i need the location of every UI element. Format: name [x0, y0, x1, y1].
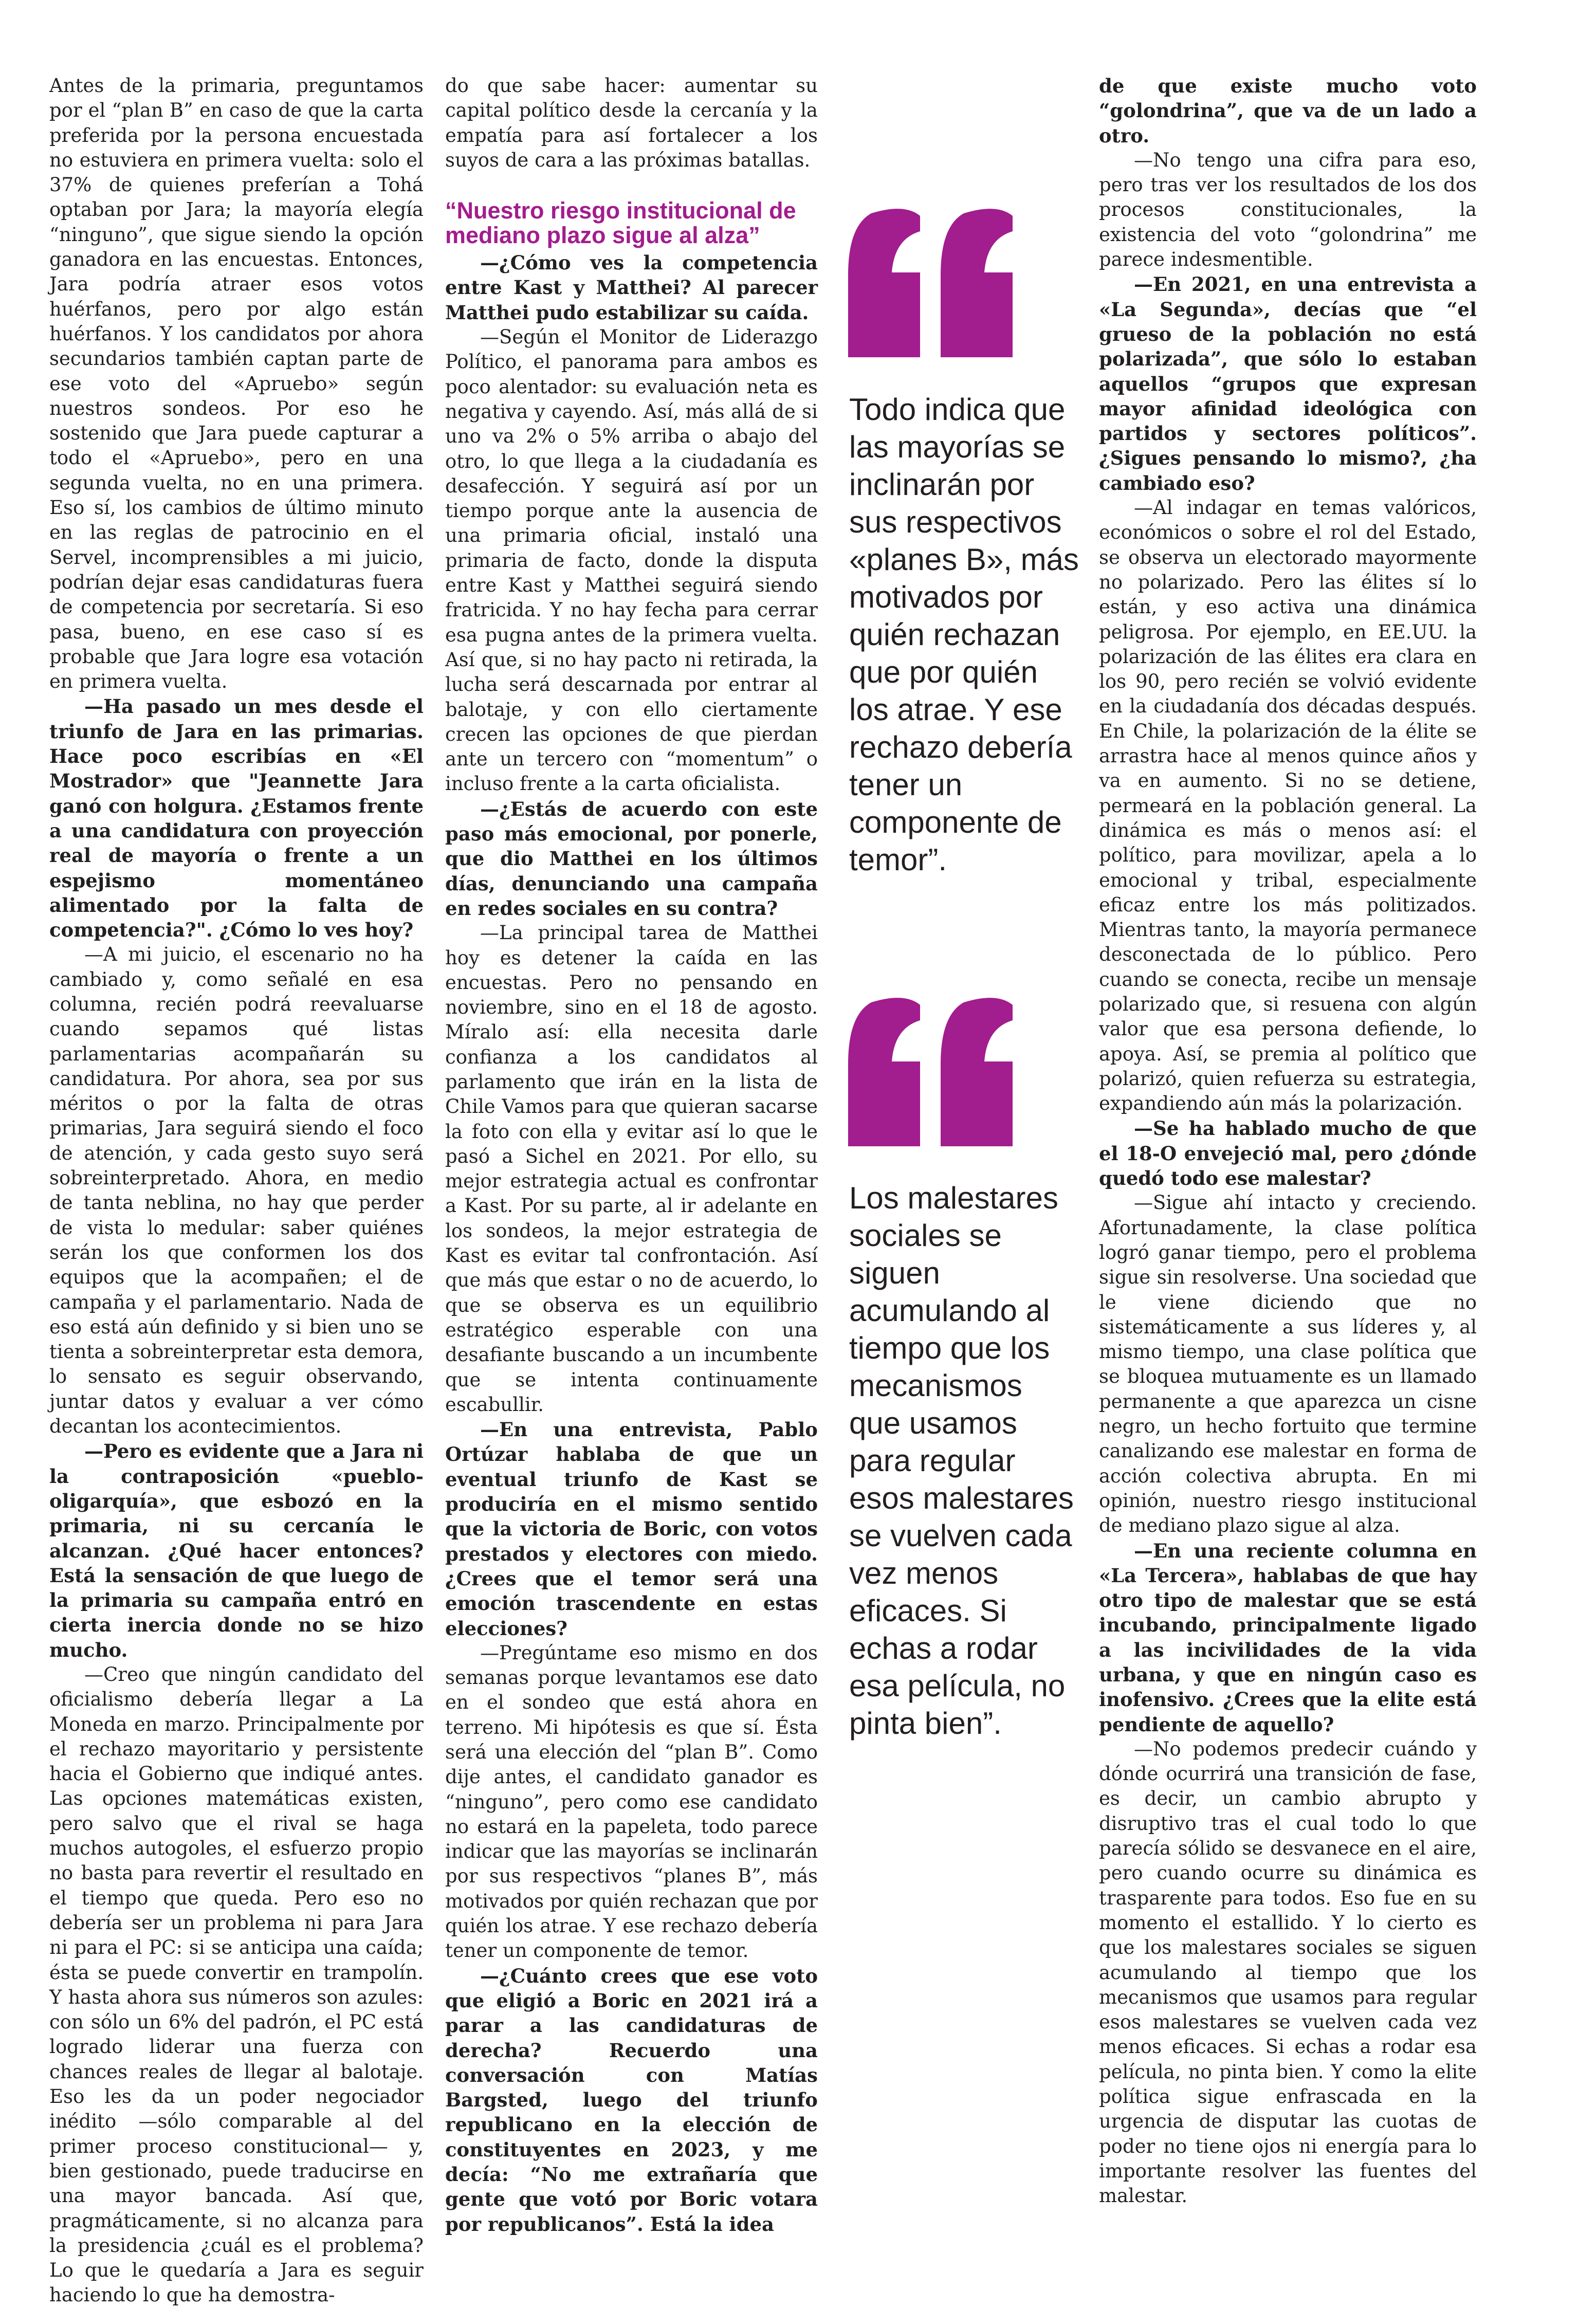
interview-question: —En una reciente columna en «La Tercera», hablabas de que hay otro tipo de malestar que se está incubando, principalmente ligado a las incivilidades de la vida urbana, y que en ningún caso es inofensivo. ¿Crees que la elite está pendiente de aquello?	[1099, 1539, 1477, 1736]
body-paragraph: Antes de la primaria, preguntamos por el “plan B” en caso de que la carta preferida por la persona encuestada no estuviera en primera vuelta: solo el 37% de quienes preferían a Tohá optaban por Jara; la mayoría elegía “ninguno”, que sigue siendo la opción ganadora en las encuestas. Entonces, Jara podría atraer esos votos huérfanos, pero por algo están huérfanos. Y los candidatos por ahora secundarios también captan parte de ese voto del «Apruebo» según nuestros sondeos. Por eso he sostenido que Jara puede capturar a todo el «Apruebo», pero en una segunda vuelta, no en una primera. Eso sí, los cambios de último minuto en las reglas de patrocinio en el Servel, incomprensibles a mi juicio, podrían dejar esas candidaturas fuera de competencia por secretaría. Si eso pasa, bueno, en ese caso sí es probable que Jara logre esa votación en primera vuelta.	[49, 75, 424, 693]
article-column-4	[1099, 74, 1477, 2207]
interview-question: —Se ha hablado mucho de que el 18-O envejeció mal, pero ¿dónde quedó todo ese malestar?	[1099, 1117, 1477, 1190]
interview-question: —En una entrevista, Pablo Ortúzar hablaba de que un eventual triunfo de Kast se produciría en el mismo sentido que la victoria de Boric, con votos prestados y electores con miedo. ¿Crees que el temor será una emoción trascendente en estas elecciones?	[445, 1418, 818, 1640]
interview-answer: —Creo que ningún candidato del oficialismo debería llegar a La Moneda en marzo. Principalmente por el rechazo mayoritario y persistente hacia el Gobierno que indiqué antes. Las opciones matemáticas existen, pero salvo que el rival se haga muchos autogoles, el esfuerzo propio no basta para revertir el resultado en el tiempo que queda. Pero eso no debería ser un problema ni para Jara ni para el PC: si se anticipa una caída; ésta se puede convertir en trampolín. Y hasta ahora sus números son azules: con sólo un 6% del padrón, el PC está logrado liderar una fuerza con chances reales de llegar al balotaje. Eso les da un poder negociador inédito —sólo comparable al del primer proceso constitucional— y, bien gestionado, puede traducirse en una mayor bancada. Así que, pragmáticamente, si no alcanza para la presidencia ¿cuál es el problema? Lo que le quedaría a Jara es seguir haciendo lo que ha demostra-	[49, 1663, 424, 2306]
interview-question: —¿Cómo ves la competencia entre Kast y Matthei? Al parecer Matthei pudo estabilizar su caída.	[445, 251, 818, 324]
interview-answer: —Sigue ahí intacto y creciendo. Afortunadamente, la clase política logró ganar tiempo, pero el problema sigue sin resolverse. Una sociedad que le viene diciendo que no sistemáticamente a sus líderes y, al mismo tiempo, una clase política que se bloquea mutuamente es un llamado permanente a que aparezca un cisne negro, un hecho fortuito que termine canalizando ese malestar en forma de acción colectiva abrupta. En mi opinión, nuestro riesgo institucional de mediano plazo sigue al alza.	[1099, 1192, 1477, 1537]
quote-mark-icon	[843, 203, 1028, 362]
quote-mark-right	[941, 209, 1013, 357]
pull-quote: Todo indica que las mayorías se inclinarán por sus respectivos «planes B», más motivados por quién rechazan que por quién los atrae. Y ese rechazo debería tener un componente de temor”.	[849, 392, 1079, 877]
interview-question: de que existe mucho voto “golondrina”, que va de un lado a otro.	[1099, 75, 1477, 147]
interview-answer: —La principal tarea de Matthei hoy es detener la caída en las encuestas. Pero no pensando en noviembre, sino en el 18 de agosto. Míralo así: ella necesita darle confianza a los candidatos al parlamento que irán en la lista de Chile Vamos para que quieran sacarse la foto con ella y evitar así lo que le pasó a Sichel en 2021. Por ello, su mejor estrategia actual es confrontar a Kast. Por su parte, al ir adelante en los sondeos, la mejor estrategia de Kast es evitar tal confrontación. Así que más que estar o no de acuerdo, lo que se observa es un equilibrio estratégico esperable con una desafiante buscando a un incumbente que se intenta continuamente escabullir.	[445, 922, 818, 1416]
quote-mark-icon	[843, 992, 1028, 1151]
body-paragraph: do que sabe hacer: aumentar su capital político desde la cercanía y la empatía para así fortalecer a los suyos de cara a las próximas batallas.	[445, 75, 818, 171]
interview-question: —En 2021, en una entrevista a «La Segunda», decías que “el grueso de la población no está polarizada”, que sólo lo estaban aquellos “grupos que expresan mayor afinidad ideológica con partidos y sectores políticos”. ¿Sigues pensando lo mismo?, ¿ha cambiado eso?	[1099, 273, 1477, 494]
interview-answer: —Según el Monitor de Liderazgo Político, el panorama para ambos es poco alentador: su evaluación neta es negativa y cayendo. Así, más allá de si uno va 2% o 5% arriba o abajo del otro, lo que llega a la ciudadanía es desafección. Y seguirá así por un tiempo porque ante la ausencia de una primaria oficial, instaló una primaria de facto, donde la disputa entre Kast y Matthei seguirá siendo fratricida. Y no hay fecha para cerrar esa pugna antes de la primera vuelta. Así que, si no hay pacto ni retirada, la lucha será descarnada por entrar al balotaje, y con ello ciertamente crecen las opciones de que pierdan ante un tercero con “momentum” o incluso frente a la carta oficialista.	[445, 326, 818, 795]
interview-question: —¿Cuánto crees que ese voto que eligió a Boric en 2021 irá a parar a las candidaturas de derecha? Recuerdo una conversación con Matías Bargsted, luego del triunfo republicano en la elección de constituyentes en 2023, y me decía: “No me extrañaría que gente que votó por Boric votara por republicanos”. Está la idea	[445, 1964, 818, 2236]
interview-answer: —No tengo una cifra para eso, pero tras ver los resultados de los dos procesos constitucionales, la existencia del voto “golondrina” me parece indesmentible.	[1099, 149, 1477, 271]
interview-question: —Pero es evidente que a Jara ni la contraposición «pueblo-oligarquía», que esbozó en la primaria, ni su cercanía le alcanzan. ¿Qué hacer entonces? Está la sensación de que luego de la primaria su campaña entró en cierta inercia donde no se hizo mucho.	[49, 1440, 424, 1661]
interview-answer: —A mi juicio, el escenario no ha cambiado y, como señalé en esa columna, recién podrá reevaluarse cuando sepamos qué listas parlamentarias acompañarán su candidatura. Por ahora, sea por sus méritos o por la falta de otras primarias, Jara seguirá siendo el foco de atención, y cada gesto suyo será sobreinterpretado. Ahora, en medio de tanta neblina, no hay que perder de vista lo medular: saber quiénes serán los que conformen los dos equipos que la acompañen; el de campaña y el parlamentario. Nada de eso está aún definido y si bien uno se tienta a sobreinterpretar esta demora, lo sensato es seguir observando, juntar datos y evaluar a ver cómo decantan los acontecimientos.	[49, 943, 424, 1438]
section-subhead: “Nuestro riesgo institucional de mediano plazo sigue al alza”	[445, 197, 796, 249]
article-column-2	[445, 74, 818, 2236]
interview-question: —Ha pasado un mes desde el triunfo de Jara en las primarias. Hace poco escribías en «El Mostrador» que "Jeannette Jara ganó con holgura. ¿Estamos frente a una candidatura con proyección real de mayoría o frente a un espejismo momentáneo alimentado por la falta de competencia?". ¿Cómo lo ves hoy?	[49, 695, 424, 942]
quote-mark-left	[848, 998, 920, 1146]
interview-question: —¿Estás de acuerdo con este paso más emocional, por ponerle, que dio Matthei en los últimos días, denunciando una campaña en redes sociales en su contra?	[445, 797, 818, 920]
interview-answer: —Al indagar en temas valóricos, económicos o sobre el rol del Estado, se observa un electorado mayormente no polarizado. Pero las élites sí lo están, y eso activa una dinámica peligrosa. Por ejemplo, en EE.UU. la polarización de las élites era clara en los 90, pero recién se volvió evidente en la ciudadanía dos décadas después. En Chile, la polarización de la élite se arrastra hace al menos quince años y va en aumento. Si no se detiene, permeará en la población general. La dinámica es más o menos así: el político, para movilizar, apela a lo emocional y tribal, especialmente eficaz entre los más politizados. Mientras tanto, la mayoría permanece desconectada de lo público. Pero cuando se conecta, recibe un mensaje polarizado que, si resuena con algún valor que esa persona defiende, lo apoya. Así, se premia al político que polarizó, quien refuerza su estrategia, expandiendo aún más la polarización.	[1099, 497, 1477, 1115]
pull-quote: Los malestares sociales se siguen acumulando al tiempo que los mecanismos que usamos para regular esos malestares se vuelven cada vez menos eficaces. Si echas a rodar esa película, no pinta bien”.	[849, 1181, 1074, 1741]
quote-mark-right	[941, 998, 1013, 1146]
quote-mark-left	[848, 209, 920, 357]
interview-answer: —No podemos predecir cuándo y dónde ocurrirá una transición de fase, es decir, un cambio abrupto y disruptivo tras el cual todo lo que parecía sólido se desvanece en el aire, pero cuando ocurre su dinámica es trasparente para todos. Eso fue en su momento el estallido. Y lo cierto es que los malestares sociales se siguen acumulando al tiempo que los mecanismos que usamos para regular esos malestares se vuelven cada vez menos eficaces. Si echas a rodar esa película, no pinta bien. Y como la elite política sigue enfrascada en la urgencia de disputar las cuotas de poder no tiene ojos ni energía para lo importante resolver las fuentes del malestar.	[1099, 1737, 1477, 2207]
interview-answer: —Pregúntame eso mismo en dos semanas porque levantamos ese dato en el sondeo que está ahora en terreno. Mi hipótesis es que sí. Ésta será una elección del “plan B”. Como dije antes, el candidato ganador es “ninguno”, pero como ese candidato no estará en la papeleta, todo parece indicar que las mayorías se inclinarán por sus respectivos “planes B”, más motivados por quién rechazan que por quién los atrae. Y ese rechazo debería tener un componente de temor.	[445, 1641, 818, 1962]
article-column-1	[49, 74, 424, 2306]
